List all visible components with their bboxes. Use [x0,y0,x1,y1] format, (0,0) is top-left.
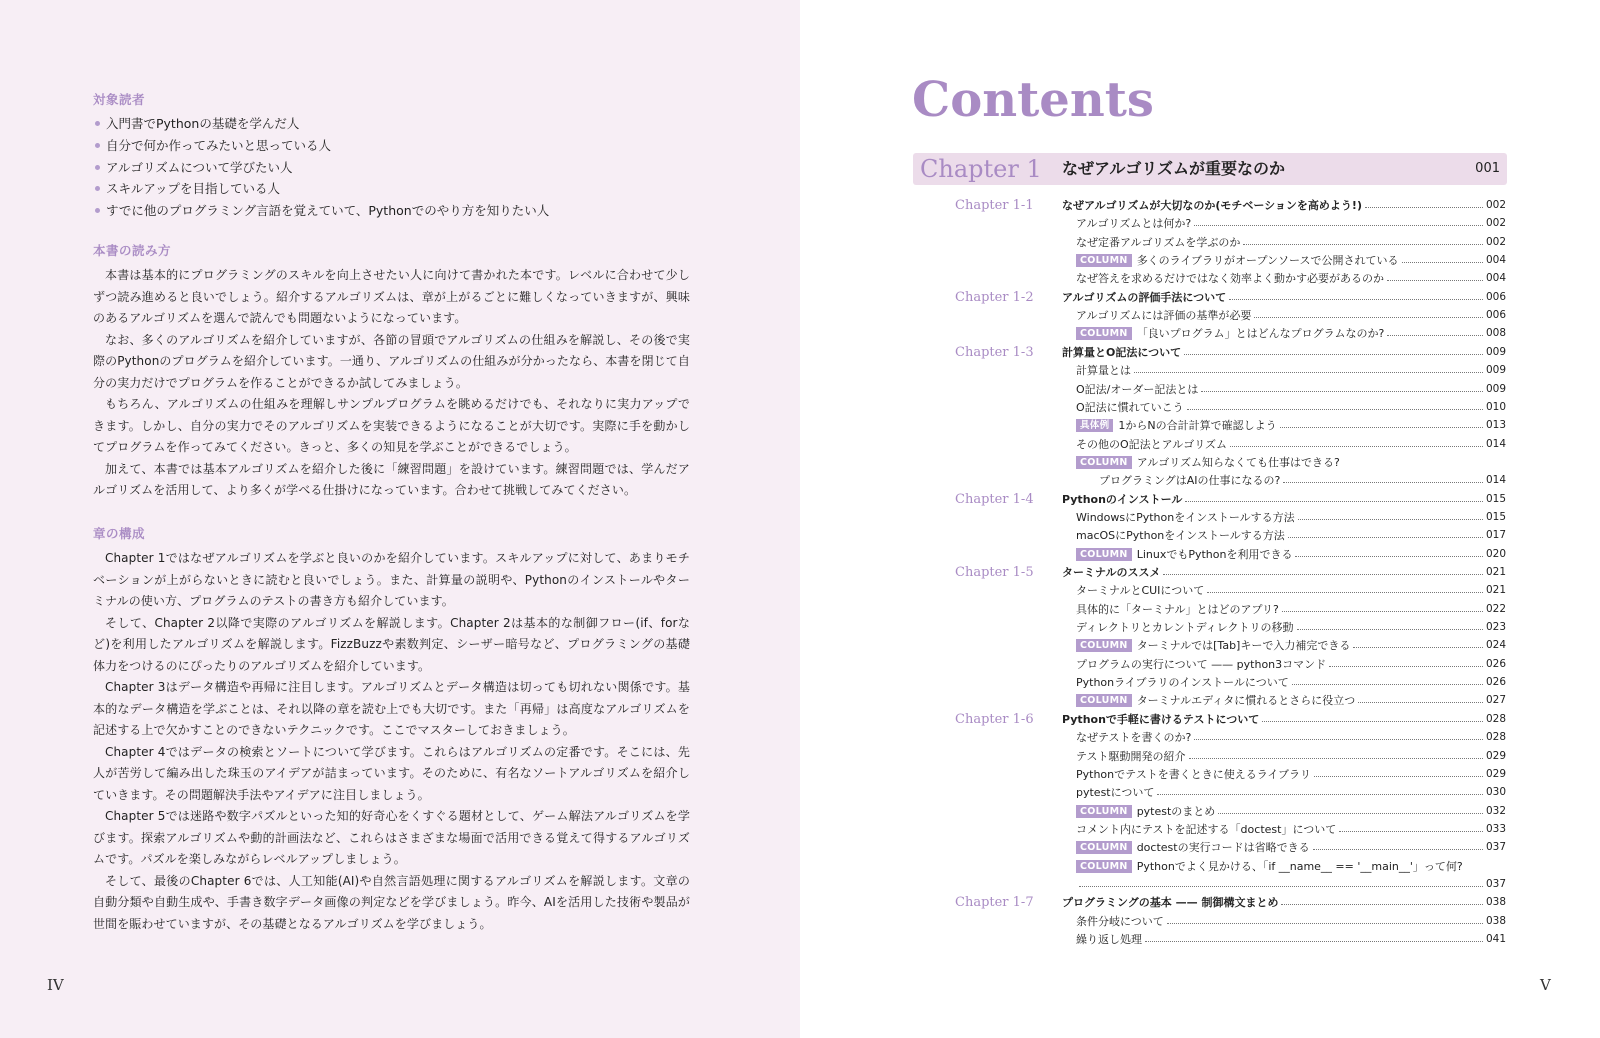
list-item: スキルアップを目指している人 [93,178,690,200]
toc-entry-text: アルゴリズムの評価手法について [1062,290,1227,304]
bullet-icon [95,186,100,191]
toc-entry-text: 繰り返し処理 [1076,933,1142,946]
section-label: Chapter 1-3 [955,344,1034,360]
dot-leader [1218,813,1483,814]
list-item: すでに他のプログラミング言語を覚えていて、Pythonでのやり方を知りたい人 [93,200,690,222]
section-label: Chapter 1-4 [955,491,1034,507]
dot-leader [1313,849,1483,850]
toc-entry[interactable] [1076,601,1506,618]
toc-page-number: 015 [1486,492,1507,505]
toc-entry[interactable] [1076,692,1506,709]
dot-leader [1079,886,1483,887]
dot-leader [1292,684,1483,685]
toc-entry[interactable] [1076,582,1506,599]
section-label: Chapter 1-7 [955,895,1034,911]
toc-page-number: 017 [1486,529,1507,542]
toc-entry[interactable] [1076,931,1506,948]
toc-entry-text: 多くのライブラリがオープンソースで公開されている [1136,254,1399,268]
toc-entry-text: アルゴリズムとは何か? [1076,217,1192,231]
audience-list [93,113,690,222]
toc-page-number: 027 [1486,694,1507,707]
toc-entry[interactable] [1062,564,1506,581]
dot-leader [1329,666,1483,667]
dot-leader [1189,758,1483,759]
paragraph: Chapter 4ではデータの検索とソートについて学びます。これらはアルゴリズムの定番です。そこには、先人が苦労して編み出した珠玉のアイデアが詰まっています。そのために、有名なソートアルゴリズムを紹介していきます。その問題解決手法やアイデアに注目しましょう。 [93,744,690,802]
toc-page-number: 006 [1486,309,1507,322]
toc-entry[interactable] [1076,454,1340,471]
toc-entry-text: ターミナルとCUIについて [1076,584,1205,598]
toc-entry-text: 計算量とは [1076,364,1131,378]
toc-page-number: 029 [1486,749,1507,762]
column-tag: COLUMN [1076,254,1132,267]
dot-leader [1288,537,1483,538]
paragraph: Chapter 1ではなぜアルゴリズムを学ぶと良いのかを紹介しています。スキルアップに対して、あまりモチベーションが上がらないときに読むと良いでしょう。また、計算量の説明や、Pythonのインストールやターミナルの使い方、プログラムのテストの書き方も紹介しています。 [93,551,690,608]
paragraph: 本書は基本的にプログラミングのスキルを向上させたい人に向けて書かれた本です。レベルに合わせて少しずつ読み進めると良いでしょう。紹介するアルゴリズムは、章が上がるごとに難しくなっていきますが、興味のあるアルゴリズムを選んで読んでも問題ないようになっています。 [93,268,690,325]
toc-page-number: 009 [1486,382,1507,395]
toc-entry[interactable] [1076,381,1506,398]
toc-entry-text: アルゴリズムには評価の基準が必要 [1076,309,1252,323]
dot-leader [1339,831,1483,832]
toc-entry-text: なぜアルゴリズムが大切なのか(モチベーションを高めよう!) [1062,199,1362,212]
toc-page-number: 004 [1486,254,1507,267]
toc-page-number: 015 [1486,510,1507,523]
toc-page-number: 021 [1486,584,1507,597]
paragraph: そして、Chapter 2以降で実際のアルゴリズムを解説します。Chapter 2は基本的な制御フロー(if、forなど)を利用したアルゴリズムを解説します。FizzBuzzや素数判定、シーザー暗号など、プログラミングの基礎体力をつけるのにぴったりのアルゴリズムを紹介しています。 [93,615,690,673]
dot-leader [1207,592,1483,593]
column-tag: COLUMN [1076,860,1132,873]
toc-entry[interactable] [1062,344,1506,361]
toc-entry[interactable] [1076,270,1506,287]
toc-entry-text: アルゴリズム知らなくても仕事はできる? [1136,455,1340,469]
toc-entry-text: Pythonでよく見かける、「if __name__ == '__main__'」って何? [1136,859,1463,873]
toc-page-number: 030 [1486,786,1507,799]
dot-leader [1243,244,1483,245]
toc-page-number: 038 [1486,896,1507,909]
dot-leader [1262,721,1483,722]
toc-entry[interactable] [1076,417,1506,434]
column-tag: COLUMN [1076,456,1132,469]
page-number-right: V [1540,976,1551,994]
toc-page-number: 037 [1486,877,1507,890]
column-tag: COLUMN [1076,327,1132,340]
dot-leader [1201,391,1483,392]
toc-entry-text: Pythonライブラリのインストールについて [1076,676,1289,690]
toc-entry-text: プログラムの実行について —— python3コマンド [1076,657,1327,671]
toc-entry[interactable] [1076,913,1506,930]
howto-section [93,241,690,502]
dot-leader [1387,335,1483,336]
toc-page-number: 004 [1486,272,1507,285]
audience-heading: 対象読者 [93,92,146,107]
toc-page-number: 014 [1486,474,1507,487]
dot-leader [1298,519,1483,520]
toc-page-number: 021 [1486,566,1507,578]
paragraph: Chapter 3はデータ構造や再帰に注目します。アルゴリズムとデータ構造は切っても切れない関係です。基本的なデータ構造を学ぶことは、それ以降の章を読む上でも大切です。また「再帰」は高度なアルゴリズムを記述する上で欠かすことのできないテクニックです。ここでマスターしておきましょう。 [93,680,690,737]
dot-leader [1163,574,1483,575]
dot-leader [1387,280,1483,281]
toc-entry-text: 「良いプログラム」とはどんなプログラムなのか? [1136,327,1385,341]
paragraph: もちろん、アルゴリズムの仕組みを理解しサンプルプログラムを眺めるだけでも、それなりに実力アップできます。しかし、自分の実力でそのアルゴリズムを実装できるようになることが大切です。実際に手を動かしてプログラムを作ってみてください。きっと、多くの知見を学ぶことができるでしょう。 [93,397,690,454]
dot-leader [1229,299,1483,300]
dot-leader [1194,225,1483,226]
toc-entry-text: なぜテストを書くのか? [1076,731,1192,745]
toc-page-number: 037 [1486,841,1507,854]
toc-entry[interactable] [1076,729,1506,746]
toc-entry-text: Pythonで手軽に書けるテストについて [1062,712,1260,726]
toc-page-number: 038 [1486,914,1507,927]
column-tag: COLUMN [1076,548,1132,561]
toc-entry[interactable] [1062,289,1506,306]
chapter-title: なぜアルゴリズムが重要なのか [1062,159,1286,178]
paragraph: なお、多くのアルゴリズムを紹介していますが、各節の冒頭でアルゴリズムの仕組みを解説し、その後で実際のPythonのプログラムを紹介しています。一通り、アルゴリズムの仕組みが分かったなら、本書を閉じて自分の実力だけでプログラムを作ることができるか試してみましょう。 [93,332,690,390]
toc-page-number: 041 [1486,933,1507,945]
toc-entry[interactable] [1076,399,1506,416]
toc-entry-text: pytestのまとめ [1136,804,1216,818]
toc-page-number: 026 [1486,657,1507,670]
dot-leader [1167,923,1483,924]
toc-page-number: 029 [1486,767,1507,780]
toc-entry[interactable] [1076,436,1506,453]
toc-entry[interactable] [1076,748,1506,765]
toc-entry-text: doctestの実行コードは省略できる [1136,841,1310,855]
toc-entry-text: なぜ定番アルゴリズムを学ぶのか [1076,235,1241,249]
toc-entry[interactable] [1076,234,1506,251]
toc-page-number: 028 [1486,731,1507,744]
toc-page-number: 009 [1486,345,1507,358]
structure-heading: 章の構成 [93,526,146,541]
structure-section [93,524,690,935]
section-label: Chapter 1-5 [955,565,1034,580]
toc-entry-text: その他のO記法とアルゴリズム [1076,437,1227,451]
dot-leader [1281,904,1483,905]
list-item: 入門書でPythonの基礎を学んだ人 [93,113,690,135]
column-tag: COLUMN [1076,805,1132,818]
toc-entry[interactable] [1076,876,1506,893]
toc-entry-text: ディレクトリとカレントディレクトリの移動 [1076,621,1294,635]
toc-entry[interactable] [1062,711,1506,728]
chapter-number: Chapter 1 [920,155,1042,183]
toc-page-number: 002 [1486,199,1507,211]
toc-entry[interactable] [1076,527,1506,544]
toc-entry[interactable] [1076,656,1506,673]
paragraph: 加えて、本書では基本アルゴリズムを紹介した後に「練習問題」を設けています。練習問題では、学んだアルゴリズムを活用して、より多くが学べる仕掛けになっています。合わせて挑戦してみてください。 [93,461,690,497]
toc-page-number: 009 [1486,364,1507,377]
toc-entry[interactable] [1076,784,1506,801]
toc-entry-text: O記法/オーダー記法とは [1076,382,1199,396]
list-item: 自分で何か作ってみたいと思っている人 [93,135,690,157]
toc-entry-text: ターミナルのススメ [1062,566,1161,579]
dot-leader [1283,482,1483,483]
toc-page-number: 010 [1486,400,1507,413]
toc-entry-text: 具体的に「ターミナル」とはどのアプリ? [1076,602,1279,616]
toc-entry-text: 計算量とO記法について [1062,345,1182,359]
toc-entry-text: Pythonのインストール [1062,492,1183,506]
toc-entry-text: プログラミングはAIの仕事になるの? [1099,474,1281,488]
toc-entry[interactable] [1076,766,1506,783]
toc-page-number: 013 [1486,419,1507,432]
dot-leader [1194,739,1483,740]
chapter-page: 001 [1475,161,1500,176]
dot-leader [1157,794,1483,795]
toc-entry[interactable] [1076,252,1506,269]
toc-entry[interactable] [1062,491,1506,508]
toc-entry[interactable] [1099,472,1506,489]
toc-entry-text: プログラミングの基本 —— 制御構文まとめ [1062,896,1279,910]
dot-leader [1282,611,1483,612]
toc-entry-text: ターミナルでは[Tab]キーで入力補完できる [1136,639,1351,653]
page-number-left: IV [47,976,64,994]
dot-leader [1402,262,1484,263]
toc-page-number: 008 [1486,327,1507,340]
list-item: アルゴリズムについて学びたい人 [93,157,690,179]
toc-entry-text: テスト駆動開発の紹介 [1076,749,1186,763]
contents-title: Contents [912,72,1154,128]
toc-page-number: 026 [1486,676,1507,689]
bullet-icon [95,165,100,170]
toc-entry-text: ターミナルエディタに慣れるとさらに役立つ [1136,694,1356,708]
toc-page-number: 014 [1486,437,1507,450]
toc-page-number: 002 [1486,235,1507,248]
bullet-icon [95,143,100,148]
toc-entry[interactable] [1076,325,1506,342]
dot-leader [1297,629,1483,630]
bullet-icon [95,121,100,126]
toc-entry[interactable] [1076,215,1506,232]
toc-entry-text: Pythonでテストを書くときに使えるライブラリ [1076,767,1312,781]
paragraph: そして、最後のChapter 6では、人工知能(AI)や自然言語処理に関するアルゴリズムを解説します。文章の自動分類や自動生成や、手書き数字データ画像の判定などを学びましょう。昨今、AIを活用した技術や製品が世間を賑わせていますが、その基礎となるアルゴリズムを学びましょう。 [93,873,690,931]
toc-entry[interactable] [1076,307,1506,324]
toc-entry[interactable] [1076,546,1506,563]
audience-section [93,90,690,222]
toc-entry-text: 1からNの合計計算で確認しよう [1118,419,1277,433]
toc-page-number: 002 [1486,217,1507,230]
section-label: Chapter 1-6 [955,711,1034,727]
toc-entry-text: WindowsにPythonをインストールする方法 [1076,510,1295,524]
column-tag: 具体例 [1076,419,1113,432]
toc-page-number: 024 [1486,639,1507,652]
column-tag: COLUMN [1076,639,1132,652]
toc-entry[interactable] [1076,858,1463,875]
toc-page-number: 033 [1486,822,1507,835]
column-tag: COLUMN [1076,841,1132,854]
dot-leader [1353,647,1483,648]
dot-leader [1314,776,1483,777]
dot-leader [1134,372,1483,373]
toc-entry-text: O記法に慣れていこう [1076,400,1184,414]
howto-heading: 本書の読み方 [93,243,172,258]
toc-entry[interactable] [1076,619,1506,636]
toc-entry[interactable] [1076,674,1506,691]
column-tag: COLUMN [1076,694,1132,707]
section-label: Chapter 1-2 [955,289,1034,305]
dot-leader [1187,409,1483,410]
dot-leader [1365,207,1483,208]
paragraph: Chapter 5では迷路や数字パズルといった知的好奇心をくすぐる題材として、ゲーム解法アルゴリズムを学びます。探索アルゴリズムや動的計画法など、これらはさまざまな場面で活用できる覚えて得するアルゴリズムです。パズルを楽しみながらレベルアップしましょう。 [93,809,690,866]
dot-leader [1185,501,1483,502]
dot-leader [1295,556,1483,557]
toc-entry-text: コメント内にテストを記述する「doctest」について [1076,822,1337,836]
toc-entry[interactable] [1062,894,1506,911]
dot-leader [1145,941,1483,942]
toc-page-number: 006 [1486,290,1507,303]
toc-page-number: 020 [1486,547,1507,560]
toc-entry[interactable] [1076,821,1506,838]
toc-entry-text: なぜ答えを求めるだけではなく効率よく動かす必要があるのか [1076,272,1384,286]
toc-page-number: 022 [1486,602,1507,615]
toc-page-number: 032 [1486,804,1507,817]
toc-entry-text: LinuxでもPythonを利用できる [1136,547,1293,561]
toc-entry[interactable] [1062,197,1506,214]
dot-leader [1358,702,1483,703]
dot-leader [1230,446,1483,447]
toc-entry[interactable] [1076,362,1506,379]
toc-entry[interactable] [1076,839,1506,856]
toc-entry-text: macOSにPythonをインストールする方法 [1076,529,1285,543]
dot-leader [1254,317,1483,318]
toc-entry[interactable] [1076,803,1506,820]
toc-page-number: 023 [1486,621,1507,634]
section-label: Chapter 1-1 [955,198,1034,213]
toc-entry-text: 条件分岐について [1076,914,1164,928]
toc-entry[interactable] [1076,509,1506,526]
toc-entry-text: pytestについて [1076,786,1155,800]
dot-leader [1280,427,1483,428]
toc-page-number: 028 [1486,712,1507,725]
toc-entry[interactable] [1076,637,1506,654]
dot-leader [1184,354,1483,355]
bullet-icon [95,208,100,213]
